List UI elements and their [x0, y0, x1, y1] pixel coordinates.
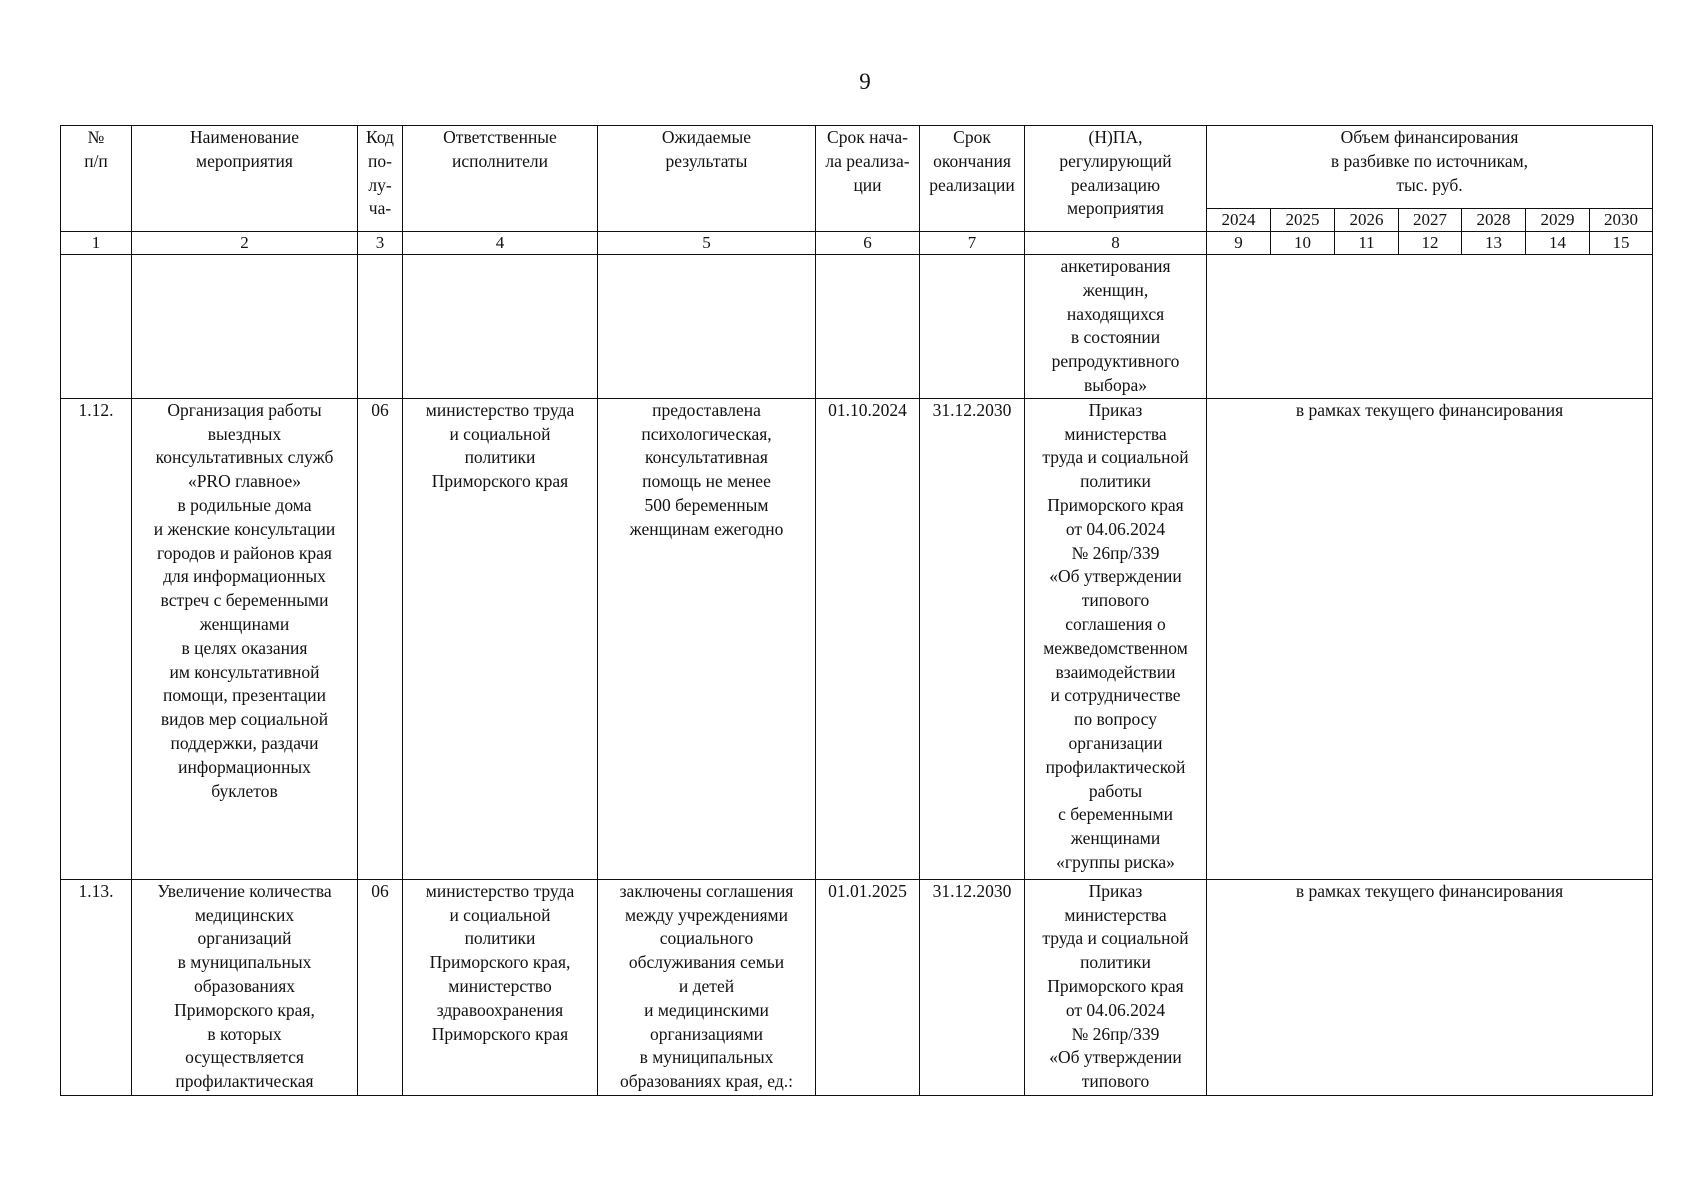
program-table: [60, 125, 1653, 1096]
year-cell: 2030: [1590, 209, 1653, 232]
header-start: Срок нача- ла реализа- ции: [816, 126, 920, 232]
expected-results: [598, 255, 816, 399]
financing: в рамках текущего финансирования: [1207, 879, 1653, 1095]
column-number: 1: [61, 232, 132, 255]
year-cell: 2028: [1462, 209, 1526, 232]
legal-act: Приказ министерства труда и социальной политики Приморского края от 04.06.2024 № 26пр/339 «Об утверждении типового соглашения о межведомственном взаимодействии и сотрудничестве по вопросу организации профилактической работы с беременными женщинами «группы риска»: [1025, 398, 1207, 879]
column-number: 2: [132, 232, 358, 255]
recipient-code: 06: [358, 398, 403, 879]
header-financing: Объем финансирования в разбивке по источникам, тыс. руб.: [1207, 126, 1653, 209]
end-date: 31.12.2030: [920, 879, 1025, 1095]
row-number: 1.13.: [61, 879, 132, 1095]
year-cell: 2026: [1335, 209, 1399, 232]
page-number: 9: [859, 69, 871, 94]
column-number: 10: [1271, 232, 1335, 255]
start-date: 01.10.2024: [816, 398, 920, 879]
header-row: [61, 126, 1653, 209]
header-name: Наименование мероприятия: [132, 126, 358, 232]
header-results: Ожидаемые результаты: [598, 126, 816, 232]
column-number: 13: [1462, 232, 1526, 255]
activity-name: [132, 255, 358, 399]
table-row: [61, 398, 1653, 879]
header-code-text: Код по- лу- ча-: [366, 127, 394, 219]
year-cell: 2029: [1526, 209, 1590, 232]
header-num: № п/п: [61, 126, 132, 232]
header-end: Срок окончания реализации: [920, 126, 1025, 232]
column-number: 15: [1590, 232, 1653, 255]
header-npa: (Н)ПА, регулирующий реализацию мероприятия: [1025, 126, 1207, 232]
activity-name: Организация работы выездных консультативных служб «PRO главное» в родильные дома и женские консультации городов и районов края для информационных встреч с беременными женщинами в целях оказания им консультативной помощи, презентации видов мер социальной поддержки, раздачи информационных буклетов: [132, 398, 358, 879]
recipient-code: [358, 255, 403, 399]
column-number: 5: [598, 232, 816, 255]
activity-name: Увеличение количества медицинских организаций в муниципальных образованиях Приморского края, в которых осуществляется профилактическая: [132, 879, 358, 1095]
year-cell: 2027: [1399, 209, 1462, 232]
header-code: [358, 126, 403, 232]
executors: [403, 255, 598, 399]
row-number: [61, 255, 132, 399]
column-number: 11: [1335, 232, 1399, 255]
header-executors: Ответственные исполнители: [403, 126, 598, 232]
executors: министерство труда и социальной политики Приморского края: [403, 398, 598, 879]
column-number: 3: [358, 232, 403, 255]
column-number: 8: [1025, 232, 1207, 255]
column-number: 12: [1399, 232, 1462, 255]
legal-act: Приказ министерства труда и социальной политики Приморского края от 04.06.2024 № 26пр/339 «Об утверждении типового: [1025, 879, 1207, 1095]
expected-results: предоставлена психологическая, консультативная помощь не менее 500 беременным женщинам ежегодно: [598, 398, 816, 879]
financing: [1207, 255, 1653, 399]
year-cell: 2024: [1207, 209, 1271, 232]
expected-results: заключены соглашения между учреждениями социального обслуживания семьи и детей и медицинскими организациями в муниципальных образованиях края, ед.:: [598, 879, 816, 1095]
start-date: 01.01.2025: [816, 879, 920, 1095]
end-date: 31.12.2030: [920, 398, 1025, 879]
row-number: 1.12.: [61, 398, 132, 879]
start-date: [816, 255, 920, 399]
column-number: 6: [816, 232, 920, 255]
column-number: 9: [1207, 232, 1271, 255]
table-row: [61, 255, 1653, 399]
column-number: 4: [403, 232, 598, 255]
executors: министерство труда и социальной политики Приморского края, министерство здравоохранения Приморского края: [403, 879, 598, 1095]
year-cell: 2025: [1271, 209, 1335, 232]
financing: в рамках текущего финансирования: [1207, 398, 1653, 879]
legal-act: анкетирования женщин, находящихся в состоянии репродуктивного выбора»: [1025, 255, 1207, 399]
column-number-row: [61, 232, 1653, 255]
recipient-code: 06: [358, 879, 403, 1095]
end-date: [920, 255, 1025, 399]
column-number: 14: [1526, 232, 1590, 255]
column-number: 7: [920, 232, 1025, 255]
table-row: [61, 879, 1653, 1095]
